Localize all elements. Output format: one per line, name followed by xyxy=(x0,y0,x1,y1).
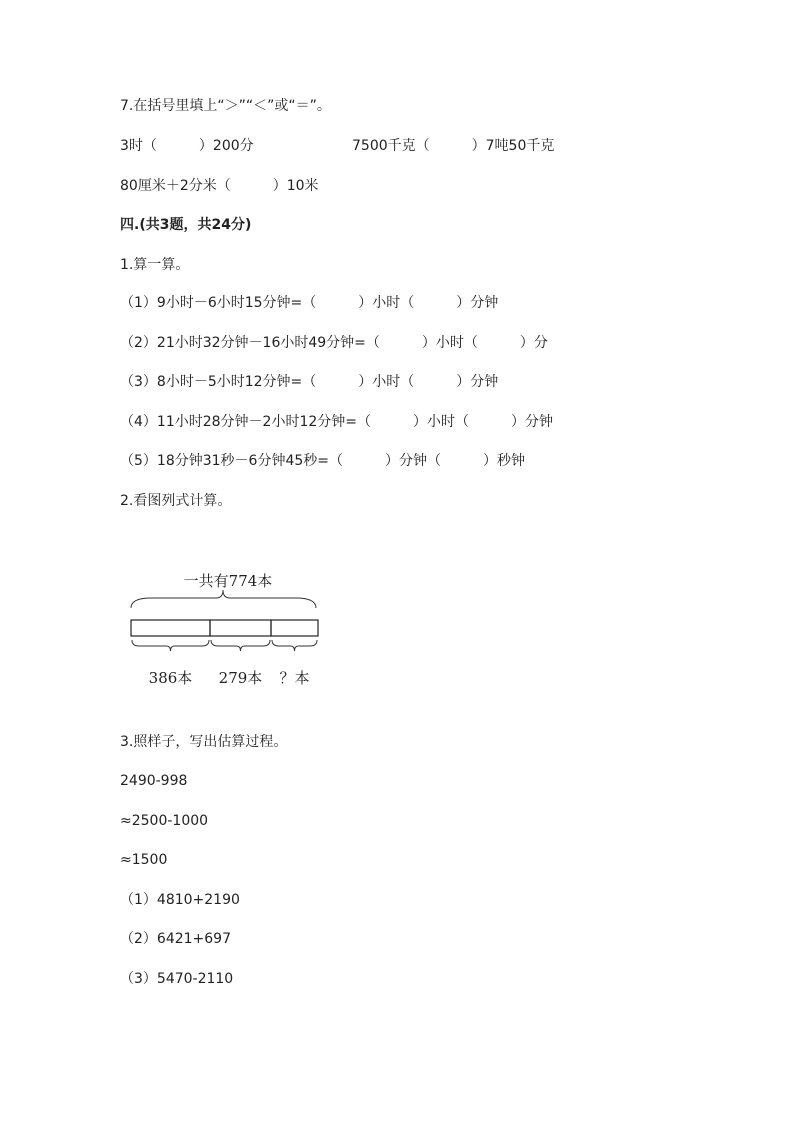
diagram-segment-3 xyxy=(271,620,318,636)
q1-item-3: （3）8小时－5小时12分钟=（ ）小时（ ）分钟 xyxy=(120,374,499,390)
diagram-part-label-2: 279本 xyxy=(218,669,263,687)
q1-item-5: （5）18分钟31秒－6分钟45秒=（ ）分钟（ ）秒钟 xyxy=(120,453,525,469)
q1-item-1: （1）9小时－6小时15分钟=（ ）小时（ ）分钟 xyxy=(120,295,499,311)
q1-title: 1.算一算。 xyxy=(120,257,190,273)
diagram-segment-1 xyxy=(131,620,210,636)
q3-example-2: ≈2500-1000 xyxy=(120,813,209,829)
q2-title: 2.看图列式计算。 xyxy=(120,493,232,509)
q7-row1 xyxy=(120,136,620,156)
q7-row1-left: 3时（ ）200分 xyxy=(120,138,254,154)
q1-item-4: （4）11小时28分钟－2小时12分钟=（ ）小时（ ）分钟 xyxy=(120,414,553,430)
segment-diagram xyxy=(126,564,326,694)
q3-example-3: ≈1500 xyxy=(120,852,168,868)
q7-row1-right: 7500千克（ ）7吨50千克 xyxy=(352,138,555,154)
q3-item-2: （2）6421+697 xyxy=(120,931,231,947)
q3-title: 3.照样子，写出估算过程。 xyxy=(120,734,288,750)
q7-title: 7.在括号里填上“＞”“＜”或“＝”。 xyxy=(120,98,331,114)
diagram-total-label: 一共有774本 xyxy=(183,572,273,590)
diagram-part-label-3: ？本 xyxy=(279,669,310,687)
diagram-part-label-1: 386本 xyxy=(148,669,193,687)
q1-item-2: （2）21小时32分钟－16小时49分钟=（ ）小时（ ）分 xyxy=(120,335,548,351)
section4-heading: 四.(共3题，共24分) xyxy=(120,217,252,233)
diagram-bottom-brace-2 xyxy=(211,640,270,651)
diagram-top-brace xyxy=(131,590,316,608)
q3-item-1: （1）4810+2190 xyxy=(120,892,240,908)
diagram-bottom-brace-3 xyxy=(272,640,317,651)
diagram-bottom-brace-1 xyxy=(132,640,209,651)
q7-row2: 80厘米＋2分米（ ）10米 xyxy=(120,178,319,194)
q3-item-3: （3）5470-2110 xyxy=(120,971,234,987)
diagram-segment-2 xyxy=(210,620,271,636)
q3-example-1: 2490-998 xyxy=(120,773,188,789)
